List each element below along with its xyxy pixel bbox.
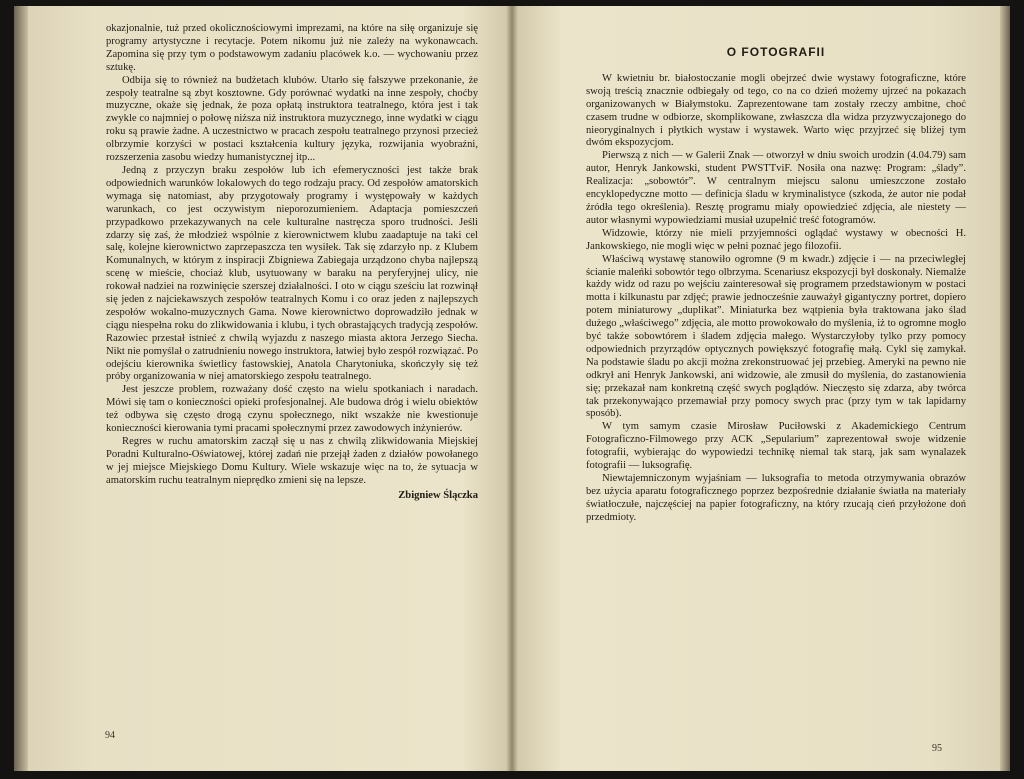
paragraph: W kwietniu br. białostoczanie mogli obejrzeć dwie wystawy fotograficzne, które swoją treścią znacznie odbiegały od tego, co na co dzień możemy ujrzeć na pokazach organizowanych w Białymstoku. Zaprezentowane tam zostały rzeczy ambitne, choć czasem trudne w odbiorze, skomplikowane, zwłaszcza dla widza przyzwyczajonego do nieoryginalnych i płytkich wystaw i wystawek. Warto więc przyjrzeć się bliżej tym dwóm ekspozycjom. [586,72,966,149]
paragraph: Niewtajemniczonym wyjaśniam — luksografia to metoda otrzymywania obrazów bez użycia aparatu fotograficznego poprzez bezpośrednie działanie światła na materiały światłoczułe, najczęściej na papier fotograficzny, na który rzucają cień przyłożone doń przedmioty. [586,473,966,523]
left-page [14,6,510,771]
paragraph: Pierwszą z nich — w Galerii Znak — otworzył w dniu swoich urodzin (4.04.79) sam autor, Henryk Jankowski, student PWSTTviF. Nosiła ona nazwę: Program: „ślady”. Realizacja: „sobowtór”. W centralnym miejscu salonu umieszczone zostało encyklopedyczne motto — definicja śladu w kryminalistyce (szkoda, że autor nie podał źródła tego określenia). Resztę programu miały opowiedzieć zdjęcia, ale niestety — autor własnymi wypowiedziami musiał uzupełnić treść fotogramów. [586,150,966,226]
paragraph: okazjonalnie, tuż przed okolicznościowymi imprezami, na które na siłę organizuje się programy artystyczne i recytacje. Potem nikomu już nie zależy na wykonawcach. Zapomina się przy tym o podstawowym zadaniu placówek k.o. — wychowaniu przez sztukę. [106,23,478,73]
paragraph: Widzowie, którzy nie mieli przyjemności oglądać wystawy w obecności H. Jankowskiego, nie mogli więc w pełni poznać jego filozofii. [586,227,966,252]
paragraph: Właściwą wystawę stanowiło ogromne (9 m kwadr.) zdjęcie i — na przeciwległej ścianie maleńki sobowtór tego olbrzyma. Scenariusz ekspozycji był doskonały. Niemalże każdy widz od razu po wejściu zainteresował się programem przedstawionym w postaci motta i kilkunastu par zdjęć; prawie jednocześnie zauważył gigantyczny portret, dopiero potem miniaturowy „duplikat”. Miniaturka bez wątpienia była traktowana jako ślad dużego „właściwego” zdjęcia, ale motto prowokowało do myślenia, iż to ogromne mogło być także sobowtórem i śladem zdjęcia małego. Wystarczyłoby tylko przy pomocy odpowiednich przyrządów optycznych powiększyć fotografię małą. Cykl się zamykał. Na podstawie śladu po akcji można zrekonstruować jej przebieg. Ameryki na pewno nie odkrył ani Henryk Jankowski, ani widzowie, ale zmusił do myślenia, do zastanowienia się; przekazał nam konkretną część swych poglądów. Nieczęsto się zdarza, aby twórca tak przekonywająco przemawiał przy pomocy swych prac (przy tym w tak lapidarny sposób). [586,253,966,420]
right-page [514,6,1010,771]
paragraph: Jedną z przyczyn braku zespołów lub ich efemeryczności jest także brak odpowiednich warunków lokalowych do tego rodzaju pracy. Od zespołów amatorskich wymaga się natomiast, aby przygotowały programy i występowały w każdych warunkach, co jest oczywistym nieporozumieniem. Adaptacja pomieszczeń przypadkowo przekazywanych na cele kulturalne nastręcza sporo trudności. Jeśli zdarzy się zaś, że młodzież wspólnie z kierownictwem klubu zaadaptuje na taki cel salę, kolejne kierownictwo zaprzepaszcza ten wysiłek. Tak się zdarzyło np. z Klubem Komunalnych, w którym z inspiracji Zbigniewa Zabiegaja urządzono chyba najlepszą scenę w mieście, chociaż klub, usytuowany w baraku na peryferyjnej ulicy, nie rokował nadziei na rozwinięcie szerszej działalności. I oto w ciągu sześciu lat rozwinął się jeden z najciekawszych zespołów teatralnych Komu i co oraz jeden z najlepszych zespołów wokalno-muzycznych Gama. Nowe kierownictwo doprowadziło jednak w ciągu niespełna roku do zlikwidowania i klubu, i tych obrastających tradycją zespołów. Razowiec przestał istnieć z chwilą wyjazdu z naszego miasta aktora Jerzego Siecha. Nikt nie pomyślał o zatrudnieniu nowego instruktora, łatwiej było zespół rozwiązać. Po odejściu kierownika świetlicy fastowskiej, Anatola Charytoniuka, skończyły się też próby organizowania w niej amatorskiego zespołu teatralnego. [106,164,478,383]
right-text-column [586,46,966,525]
open-book [14,6,1010,771]
paragraph: Odbija się to również na budżetach klubów. Utarło się fałszywe przekonanie, że zespoły teatralne są zbyt kosztowne. Gdy porównać wydatki na inne zespoły, choćby muzyczne, okaże się jednak, że poza opłatą instruktora teatralnego, która jest i tak zwykle co najmniej o połowę niższa niż instruktora muzycznego, inne wydatki w ciągu roku są prawie żadne. A uczestnictwo w pracach zespołu teatralnego przynosi przecież olbrzymie korzyści w postaci kształcenia kultury języka, rozwijania wyobraźni, rozszerzenia zasobu wiedzy humanistycznej itp... [106,74,478,164]
author-signature: Zbigniew Ślączka [398,489,478,501]
paragraph: W tym samym czasie Mirosław Puciłowski z Akademickiego Centrum Fotograficzno-Filmowego przy ACK „Sepularium” zaprezentował swoje widzenie fotografii, wybierając do wypowiedzi technikę niemal tak starą, jak sam wynalazek fotografii — luksografię. [586,421,966,472]
paragraph: Jest jeszcze problem, rozważany dość często na wielu spotkaniach i naradach. Mówi się tam o konieczności opieki profesjonalnej. Ale budowa dróg i wielu obiektów też odbywa się często drogą czynu społecznego, nikt wszakże nie kwestionuje konieczności kierowania tymi pracami społecznymi przez zawodowych inżynierów. [106,384,478,435]
page-number: 95 [932,743,942,754]
article-title: O FOTOGRAFII [726,45,826,59]
paragraph: Regres w ruchu amatorskim zaczął się u nas z chwilą zlikwidowania Miejskiej Poradni Kulturalno-Oświatowej, której zadań nie przejął żaden z działów powołanego w jej miejsce Miejskiego Domu Kultury. Wiele wskazuje więc na to, że sytuacja w amatorskim ruchu teatralnym nieprędko zmieni się na lepsze. [106,436,478,486]
page-number: 94 [105,730,115,741]
left-text-column [106,23,478,503]
